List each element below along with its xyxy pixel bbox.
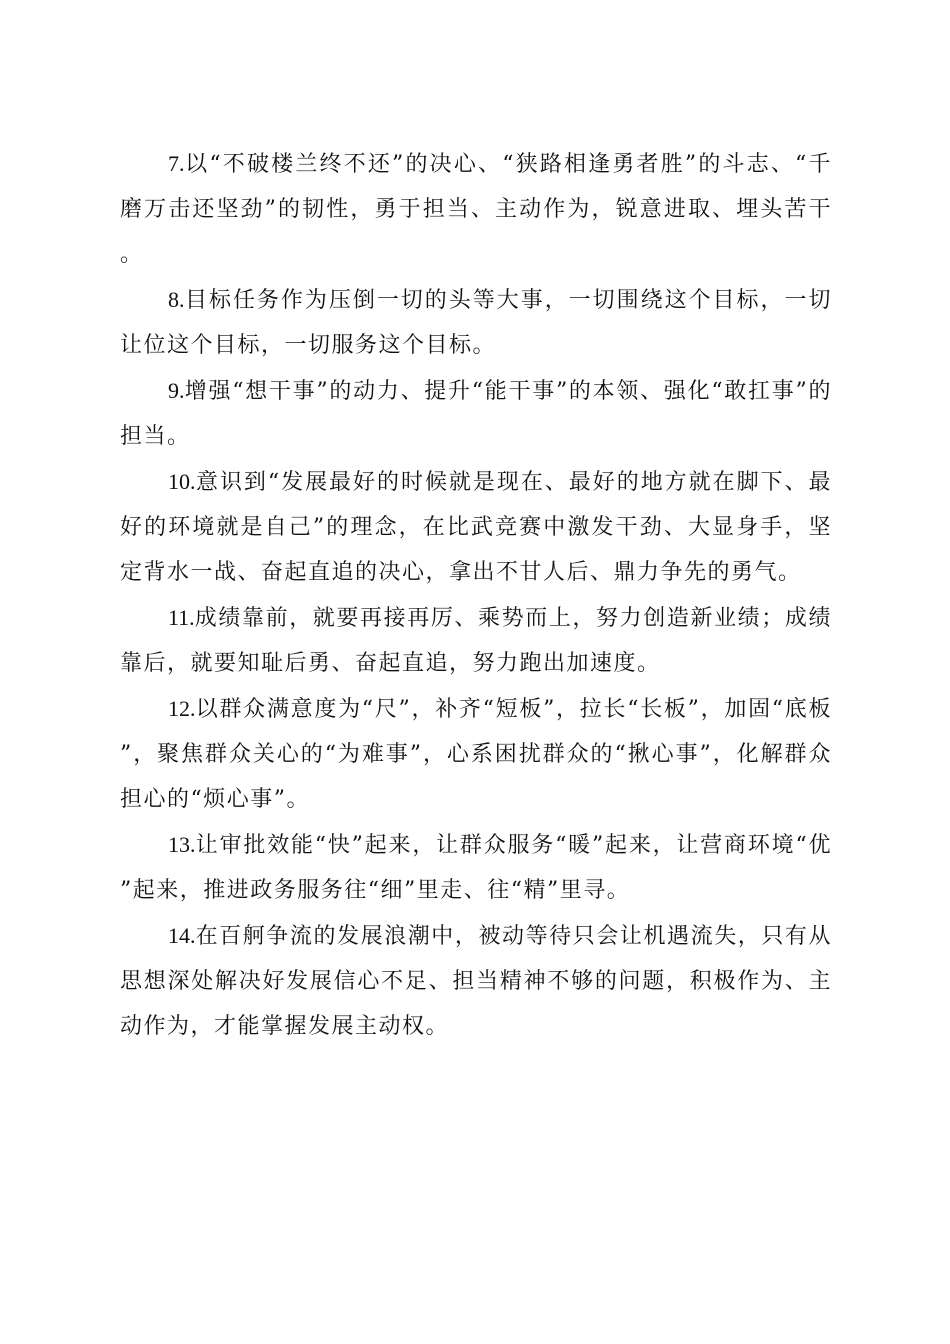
paragraph-text: 成绩靠前，就要再接再厉、乘势而上，努力创造新业绩；成绩靠后，就要知耻后勇、奋起直追，努力跑出加速度。 bbox=[120, 606, 832, 676]
paragraph-11 bbox=[120, 595, 832, 686]
paragraph-number: 7. bbox=[168, 151, 185, 176]
paragraph-12 bbox=[120, 686, 832, 822]
paragraph-text: 在百舸争流的发展浪潮中，被动等待只会让机遇流失，只有从思想深处解决好发展信心不足、担当精神不够的问题，积极作为、主动作为，才能掌握发展主动权。 bbox=[120, 924, 832, 1039]
paragraph-number: 9. bbox=[168, 378, 185, 403]
paragraph-9 bbox=[120, 368, 832, 459]
paragraph-8 bbox=[120, 277, 832, 368]
paragraph-text: 目标任务作为压倒一切的头等大事，一切围绕这个目标，一切让位这个目标，一切服务这个目标。 bbox=[120, 288, 832, 358]
paragraph-text: 以群众满意度为“尺”，补齐“短板”，拉长“长板”，加固“底板”，聚焦群众关心的“为难事”，心系困扰群众的“揪心事”，化解群众担心的“烦心事”。 bbox=[120, 697, 832, 812]
paragraph-text: 让审批效能“快”起来，让群众服务“暖”起来，让营商环境“优”起来，推进政务服务往“细”里走、往“精”里寻。 bbox=[120, 833, 832, 903]
paragraph-number: 14. bbox=[168, 923, 196, 948]
paragraph-number: 8. bbox=[168, 287, 185, 312]
paragraph-number: 11. bbox=[168, 605, 195, 630]
paragraph-text: 意识到“发展最好的时候就是现在、最好的地方就在脚下、最好的环境就是自己”的理念，在比武竞赛中激发干劲、大显身手，坚定背水一战、奋起直追的决心，拿出不甘人后、鼎力争先的勇气。 bbox=[120, 470, 832, 585]
paragraph-text: 增强“想干事”的动力、提升“能干事”的本领、强化“敢扛事”的担当。 bbox=[120, 379, 832, 449]
paragraph-10 bbox=[120, 459, 832, 595]
document-body bbox=[120, 141, 832, 1049]
paragraph-14 bbox=[120, 913, 832, 1049]
paragraph-number: 12. bbox=[168, 696, 196, 721]
paragraph-7 bbox=[120, 141, 832, 277]
paragraph-text: 以“不破楼兰终不还”的决心、“狭路相逢勇者胜”的斗志、“千磨万击还坚劲”的韧性，勇于担当、主动作为，锐意进取、埋头苦干。 bbox=[120, 152, 832, 267]
paragraph-13 bbox=[120, 822, 832, 913]
paragraph-number: 10. bbox=[168, 469, 196, 494]
paragraph-number: 13. bbox=[168, 832, 196, 857]
